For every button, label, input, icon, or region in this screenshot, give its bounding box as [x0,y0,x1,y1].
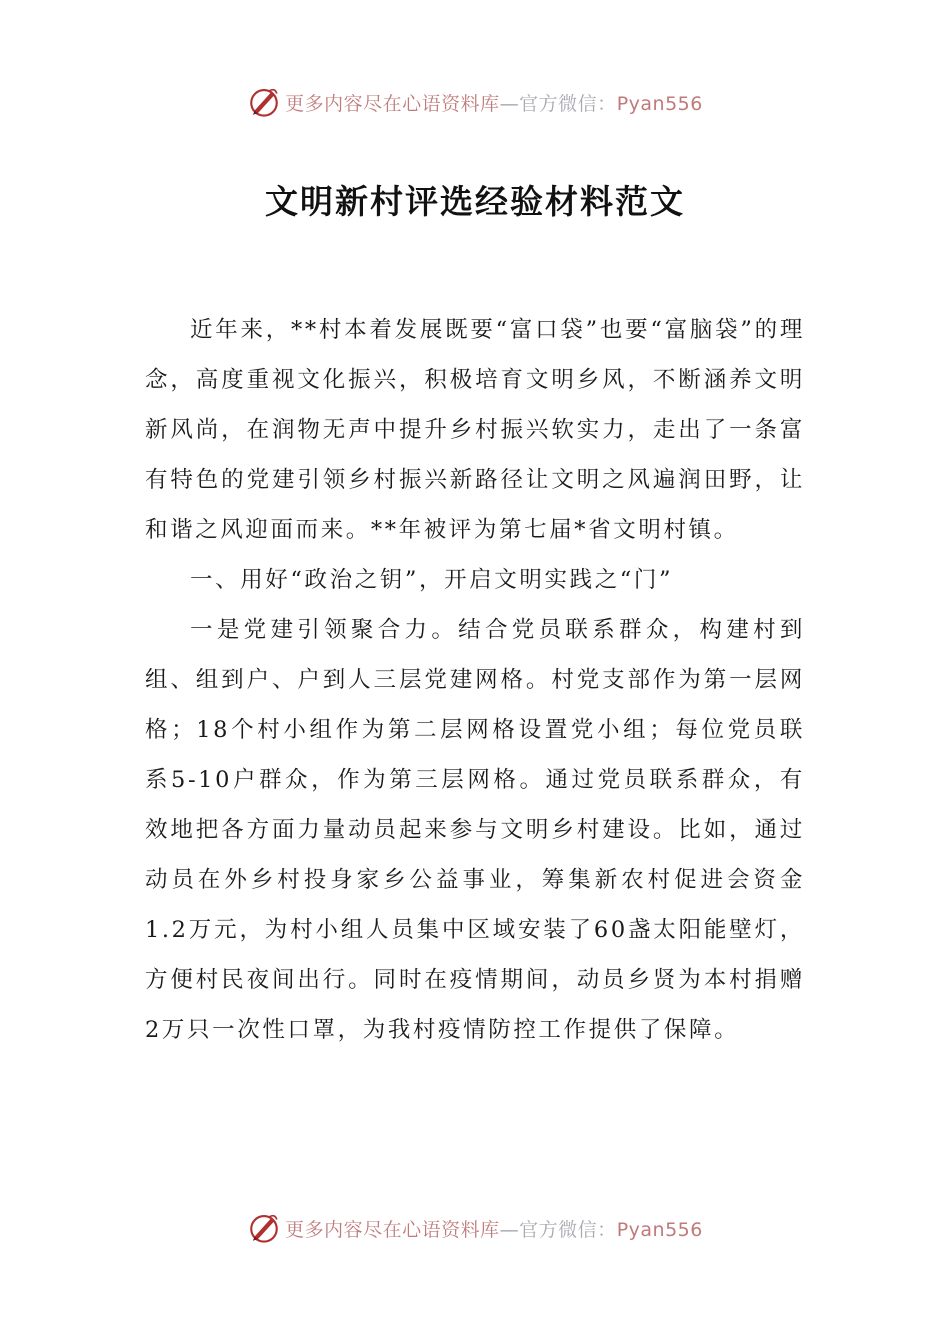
footer-banner-wechat-id: Pyan556 [616,1218,703,1241]
header-banner-wechat-id: Pyan556 [616,92,703,115]
header-banner-slogan: 更多内容尽在心语资料库 [285,92,500,115]
paragraph-intro: 近年来，**村本着发展既要“富口袋”也要“富脑袋”的理念，高度重视文化振兴，积极培育文明乡风，不断涵养文明新风尚，在润物无声中提升乡村振兴软实力，走出了一条富有特色的党建引领乡村振兴新路径让文明之风遍润田野，让和谐之风迎面而来。**年被评为第七届*省文明村镇。 [145,317,805,543]
footer-banner-wechat-label: 官方微信： [519,1218,617,1241]
footer-banner-separator: — [499,1218,520,1241]
header-banner-text [285,89,703,116]
footer-banner-text [285,1215,703,1242]
paragraph-party-building: 一是党建引领聚合力。结合党员联系群众，构建村到组、组到户、户到人三层党建网格。村党支部作为第一层网格；18个村小组作为第二层网格设置党小组；每位党员联系5-10户群众，作为第三层网格。通过党员联系群众，有效地把各方面力量动员起来参与文明乡村建设。比如，通过动员在外乡村投身家乡公益事业，筹集新农村促进会资金 1.2万元，为村小组人员集中区域安装了60盏太阳能壁灯，方便村民夜间出行。同时在疫情期间，动员乡贤为本村捐赠2万只一次性口罩，为我村疫情防控工作提供了保障。 [145,617,805,1043]
header-banner-separator: — [499,92,520,115]
document-title: 文明新村评选经验材料范文 [265,182,685,221]
pen-logo-icon [247,1211,281,1245]
footer-banner-slogan: 更多内容尽在心语资料库 [285,1218,500,1241]
header-banner [0,80,950,124]
section-heading: 一、用好“政治之钥”，开启文明实践之“门” [190,567,674,593]
header-banner-wechat-label: 官方微信： [519,92,617,115]
footer-banner [0,1206,950,1250]
pen-logo-icon [247,85,281,119]
document-body [145,305,805,1055]
